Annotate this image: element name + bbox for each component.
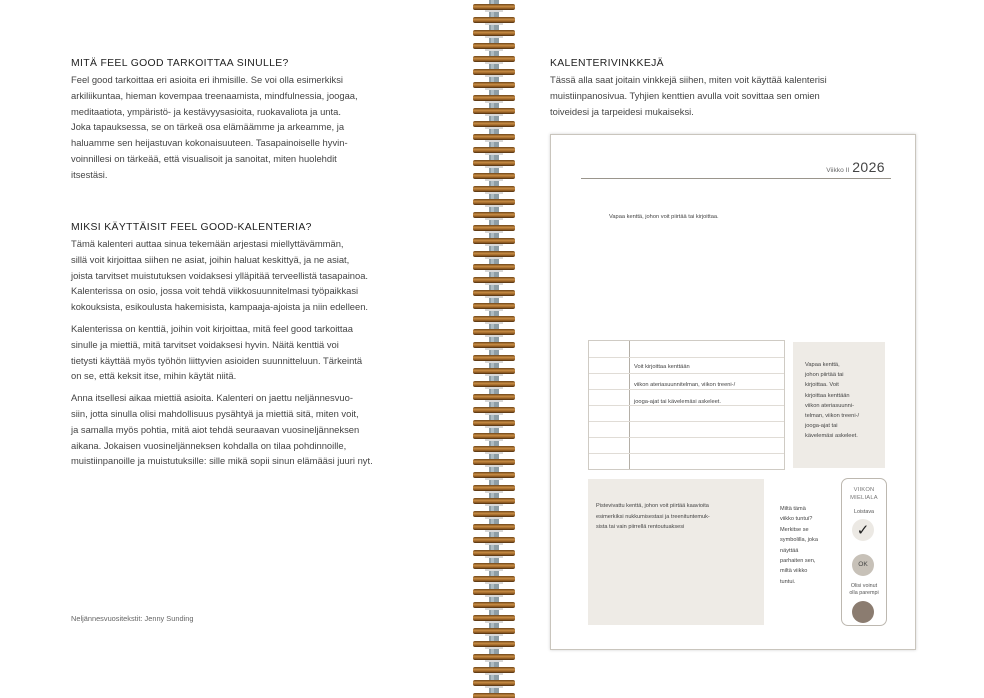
- section-why-use-calendar: [71, 222, 391, 475]
- ring-shadow: [485, 62, 503, 64]
- lined-note-box: [588, 340, 785, 470]
- ring-shadow: [485, 348, 503, 350]
- ring-shadow: [485, 413, 503, 415]
- header-rule: [581, 178, 891, 179]
- spiral-ring: [473, 693, 515, 698]
- weekly-mood-tracker: [841, 478, 887, 626]
- ring-shadow: [485, 296, 503, 298]
- ring-shadow: [485, 504, 503, 506]
- ring-shadow: [485, 686, 503, 688]
- check-icon: ✓: [856, 521, 870, 539]
- ring-shadow: [485, 530, 503, 532]
- ring-shadow: [485, 569, 503, 571]
- section-calendar-tips: [550, 58, 910, 125]
- free-field-hint: Vapaa kenttä, johon voit piirtää tai kirjoittaa.: [609, 214, 719, 220]
- mood-title: VIIKON MIELIALA: [850, 487, 878, 501]
- ring-shadow: [485, 205, 503, 207]
- ring-shadow: [485, 10, 503, 12]
- side-free-field-box: [793, 342, 885, 468]
- ring-shadow: [485, 439, 503, 441]
- week-label: Viikko II: [826, 167, 850, 174]
- section-heading: MITÄ FEEL GOOD TARKOITTAA SINULLE?: [71, 58, 289, 69]
- ring-shadow: [485, 49, 503, 51]
- section-heading: MIKSI KÄYTTÄISIT FEEL GOOD-KALENTERIA?: [71, 222, 312, 233]
- ring-shadow: [485, 608, 503, 610]
- ring-shadow: [485, 270, 503, 272]
- section-heading: KALENTERIVINKKEJÄ: [550, 58, 664, 69]
- right-page: [518, 0, 984, 698]
- spiral-binding: [470, 0, 518, 698]
- paragraph-3: Anna itsellesi aikaa miettiä asioita. Kalenteri on jaettu neljännesvuo- siin, jotta sinulla olisi mahdollisuus pysähtyä ja miettiä sitä, miten voit, ja samalla myös pohtia, mitä aiot tehdä seuraavan vuosineljänneksen aikana. Jokaisen vuosineljänneksen kohdalla on tilaa pohdinnoille, muistiinpanoille ja muistutuksille: sille mikä sopii sinun elämääsi juuri nyt.: [71, 392, 373, 467]
- mood-question-text: Miltä tämä viikko tuntui? Merkitse se symbolilla, joka näyttää parhaiten sen, miltä viikko tuntui.: [780, 506, 818, 585]
- footer-credit: Neljännesvuositekstit: Jenny Sunding: [71, 614, 194, 623]
- ring-shadow: [485, 23, 503, 25]
- ruled-line: [589, 437, 784, 438]
- ruled-line: [589, 453, 784, 454]
- calendar-page-mockup: [550, 134, 916, 650]
- ring-shadow: [485, 361, 503, 363]
- ring-shadow: [485, 621, 503, 623]
- ring-shadow: [485, 452, 503, 454]
- year-label: 2026: [852, 159, 885, 175]
- ring-shadow: [485, 283, 503, 285]
- ring-shadow: [485, 88, 503, 90]
- section-what-is-feel-good: [71, 58, 391, 189]
- ring-shadow: [485, 244, 503, 246]
- ring-shadow: [485, 257, 503, 259]
- dotted-box-text: Pistevivattu kenttä, johon voit piirtää kaavioita esimerkiksi nukkumisestasi ja treenituntemuk- sista tai vain piirrellä rentoutuaksesi: [596, 503, 710, 530]
- ring-shadow: [485, 231, 503, 233]
- ring-shadow: [485, 374, 503, 376]
- mood-ok-label: OK: [858, 561, 868, 568]
- lined-box-text: Voit kirjoittaa kenttään viikon ateriasuunnitelman, viikon treeni-/ jooga-ajat tai kävelemäsi askeleet.: [634, 364, 736, 405]
- ring-shadow: [485, 127, 503, 129]
- ruled-line: [589, 357, 784, 358]
- section-body: Feel good tarkoittaa eri asioita eri ihmisille. Se voi olla esimerkiksi arkiliikuntaa, hieman kovempaa treenaamista, mindfulnessia, joogaa, meditaatiota, ympäristö- ja kestävyysasioita, ruokavaliota ja unta. Joka tapauksessa, se on tärkeä osa elämäämme ja arkeamme, ja haluamme sen heijastuvan kokonaisuuteen. Tasapainoiselle hyvin- voinnillesi on tärkeää, että visualisoit ja sanoitat, miten huolehdit itsestäsi.: [71, 74, 358, 180]
- paragraph-1: Tämä kalenteri auttaa sinua tekemään arjestasi miellyttävämmän, sillä voit kirjoittaa siihen ne asiat, joihin haluat keskittyä, ja ne asiat, joista tarvitset muistutuksen voidaksesi ylläpitää terveellistä tasapainoa. Kalenterissa on osio, jossa voit tehdä viikkosuunnitelmasi työpaikkasi kokouksista, esikoulusta hakemisista, kampaaja-ajoista ja niin edelleen.: [71, 238, 369, 313]
- week-header: [826, 159, 885, 175]
- ring-shadow: [485, 166, 503, 168]
- ring-shadow: [485, 478, 503, 480]
- side-box-text: Vapaa kenttä, johon piirtää tai kirjoittaa. Voit kirjoittaa kenttään viikon ateriasuunni- telman, viikon treeni-/ jooga-ajat tai kävelemäsi askeleet.: [805, 362, 860, 440]
- ring-shadow: [485, 179, 503, 181]
- ring-shadow: [485, 75, 503, 77]
- mood-could-be-better-label: Olisi voinut olla parempi: [849, 583, 879, 596]
- ring-shadow: [485, 517, 503, 519]
- ring-shadow: [485, 634, 503, 636]
- ring-shadow: [485, 309, 503, 311]
- ring-shadow: [485, 387, 503, 389]
- ring-shadow: [485, 660, 503, 662]
- mood-ok-circle: [852, 554, 874, 576]
- ruled-line: [589, 421, 784, 422]
- paragraph-2: Kalenterissa on kenttiä, joihin voit kirjoittaa, mitä feel good tarkoittaa sinulle ja miettiä, mitä tarvitset voidaksesi hyvin. Näitä kenttiä voi tietysti käyttää myös työhön liittyvien asioiden suunnitteluun. Tärkeintä on se, että keksit itse, mihin käytät niitä.: [71, 322, 363, 382]
- section-intro: Tässä alla saat joitain vinkkejä siihen, miten voit käyttää kalenterisi muistiinpanosivua. Tyhjien kenttien avulla voit sovittaa sen omien toiveidesi ja tarpeidesi mukaiseksi.: [550, 74, 827, 117]
- dotted-field-box: [588, 479, 764, 625]
- ring-shadow: [485, 582, 503, 584]
- ring-shadow: [485, 36, 503, 38]
- ring-shadow: [485, 114, 503, 116]
- ring-shadow: [485, 140, 503, 142]
- ring-shadow: [485, 218, 503, 220]
- mood-could-be-better-circle: [852, 601, 874, 623]
- ring-shadow: [485, 101, 503, 103]
- left-page: [0, 0, 470, 698]
- ring-shadow: [485, 400, 503, 402]
- ring-shadow: [485, 322, 503, 324]
- ring-shadow: [485, 335, 503, 337]
- ring-shadow: [485, 426, 503, 428]
- ring-shadow: [485, 556, 503, 558]
- mood-great-label: Loistava: [853, 509, 875, 515]
- ring-shadow: [485, 153, 503, 155]
- ring-shadow: [485, 673, 503, 675]
- ring-shadow: [485, 192, 503, 194]
- ring-shadow: [485, 465, 503, 467]
- ring-shadow: [485, 491, 503, 493]
- ring-shadow: [485, 647, 503, 649]
- ring-shadow: [485, 543, 503, 545]
- mood-great-circle: [852, 519, 874, 541]
- ring-shadow: [485, 595, 503, 597]
